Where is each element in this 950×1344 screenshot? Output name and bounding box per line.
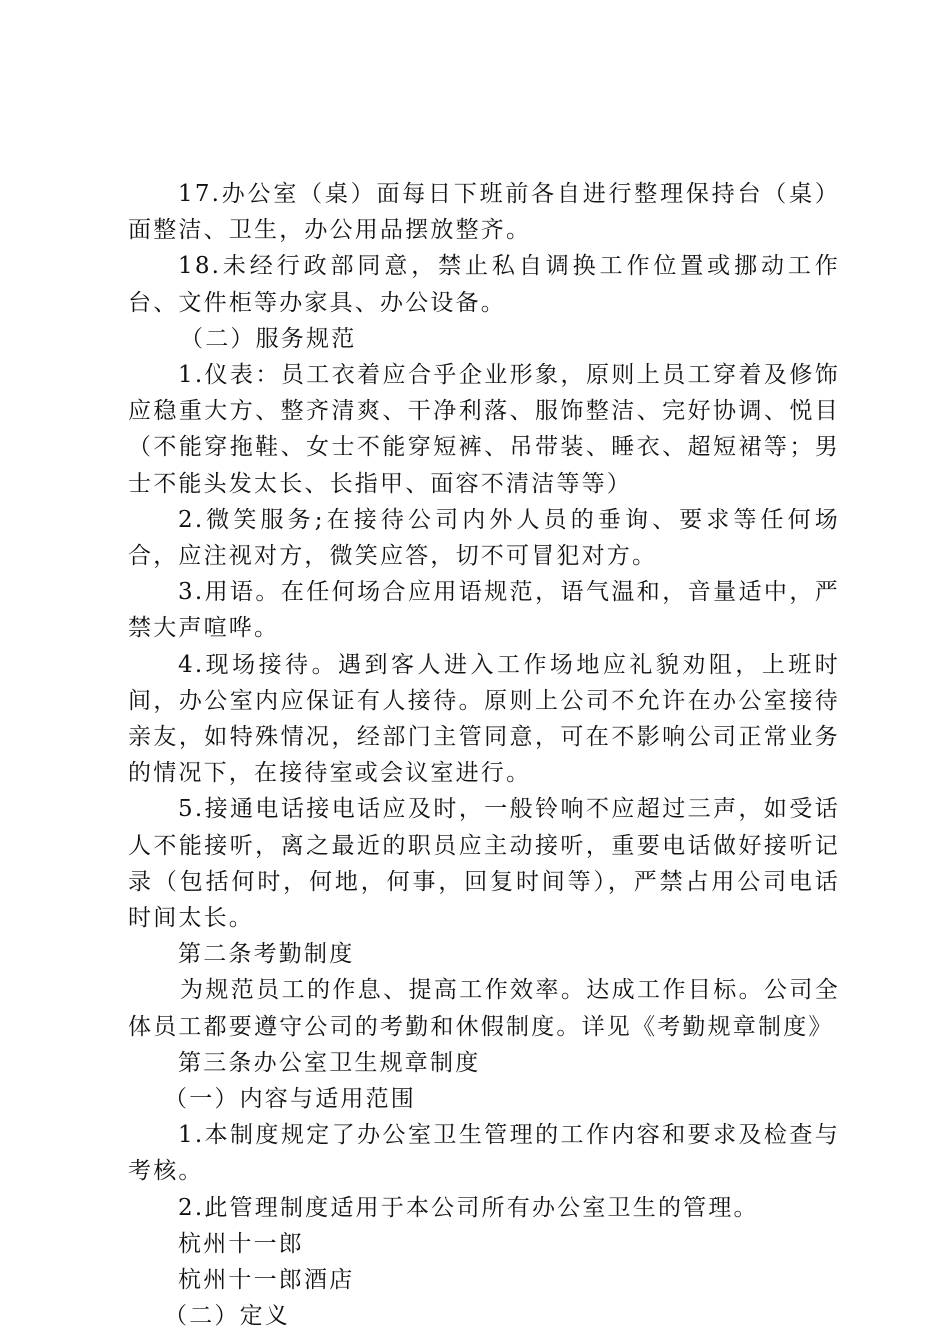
section-service-heading: （二）服务规范 <box>180 325 357 352</box>
language-paragraph: 3.用语。在任何场合应用语规范，语气温和，音量适中，严禁大声喧哗。 <box>128 579 840 642</box>
article-3-heading: 第三条办公室卫生规章制度 <box>178 1049 481 1076</box>
definition-heading: （二）定义 <box>164 1303 290 1330</box>
reception-paragraph: 4.现场接待。遇到客人进入工作场地应礼貌劝阻，上班时间，办公室内应保证有人接待。原则上公司不允许在办公室接待亲友，如特殊情况，经部门主管同意，可在不影响公司正常业务的情况下，在接待室或会议室进行。 <box>128 651 840 787</box>
smile-service-paragraph: 2.微笑服务;在接待公司内外人员的垂询、要求等任何场合，应注视对方，微笑应答，切不可冒犯对方。 <box>128 506 840 570</box>
rule-17-paragraph: 17.办公室（桌）面每日下班前各自进行整理保持台（桌）面整洁、卫生，办公用品摆放整齐。 <box>128 181 840 244</box>
attendance-paragraph: 为规范员工的作息、提高工作效率。达成工作目标。公司全体员工都要遵守公司的考勤和休假制度。详见《考勤规章制度》 <box>128 977 840 1040</box>
document-body <box>128 176 840 1335</box>
scope-heading: （一）内容与适用范围 <box>164 1086 416 1113</box>
telephone-paragraph: 5.接通电话接电话应及时，一般铃响不应超过三声，如受话人不能接听，离之最近的职员应主动接听，重要电话做好接听记录（包括何时，何地，何事，回复时间等），严禁占用公司电话时间太长。 <box>128 796 840 932</box>
rule-18-paragraph: 18.未经行政部同意，禁止私自调换工作位置或挪动工作台、文件柜等办家具、办公设备。 <box>128 253 840 316</box>
article-2-heading: 第二条考勤制度 <box>178 941 355 968</box>
scope-item-1: 1.本制度规定了办公室卫生管理的工作内容和要求及检查与考核。 <box>128 1122 840 1185</box>
watermark-line-2: 杭州十一郎酒店 <box>178 1267 355 1294</box>
watermark-line-1: 杭州十一郎 <box>178 1230 304 1257</box>
scope-item-2: 2.此管理制度适用于本公司所有办公室卫生的管理。 <box>178 1194 759 1221</box>
appearance-paragraph: 1.仪表：员工衣着应合乎企业形象，原则上员工穿着及修饰应稳重大方、整齐清爽、干净利落、服饰整洁、完好协调、悦目（不能穿拖鞋、女士不能穿短裤、吊带装、睡衣、超短裙等；男士不能头发太长、长指甲、面容不清洁等等） <box>128 362 840 497</box>
